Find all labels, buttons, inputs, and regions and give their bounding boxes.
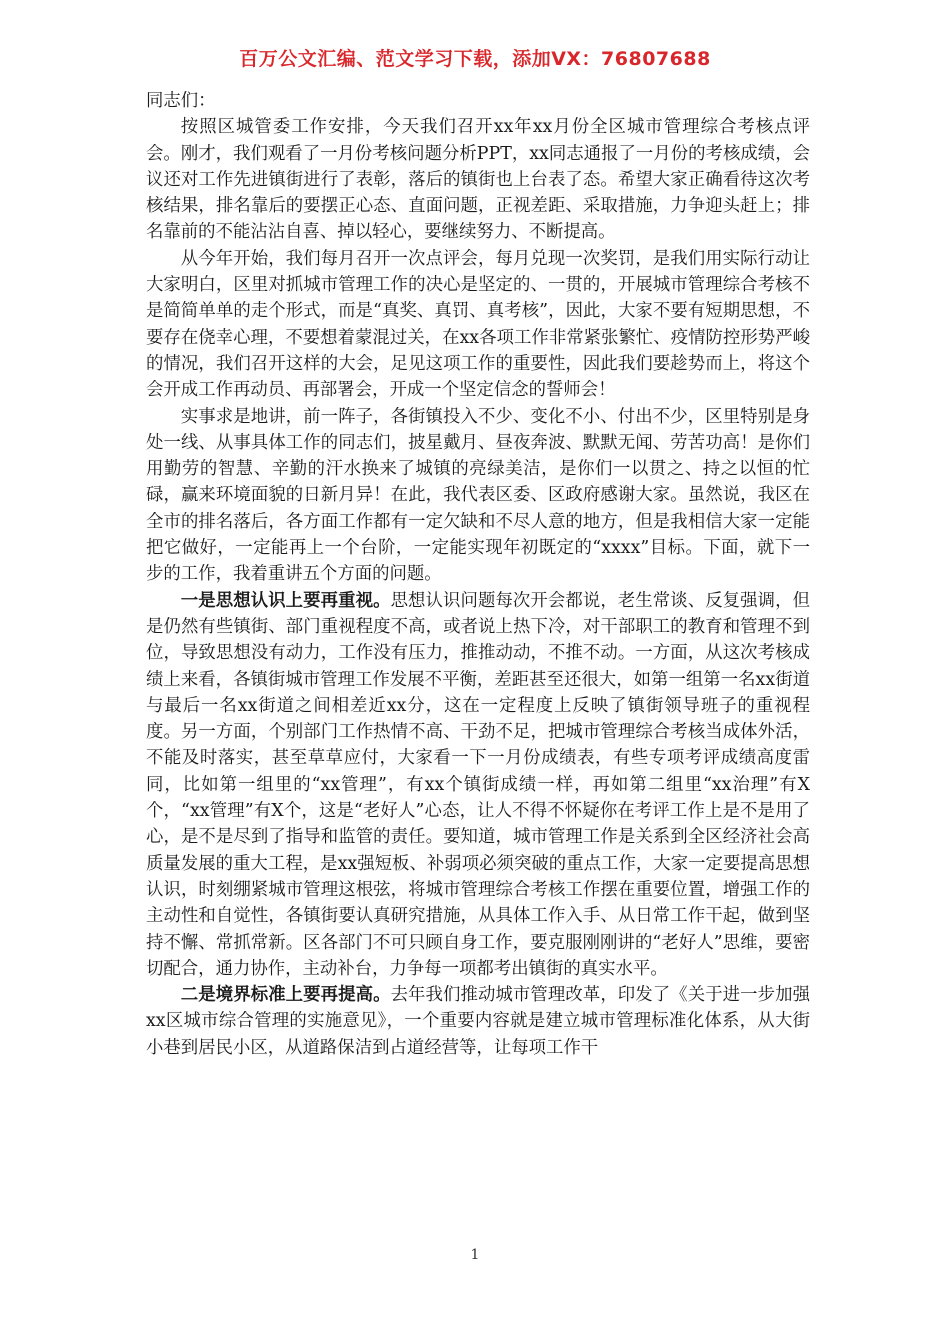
paragraph-text: 去年我们推动城市管理改革，印发了《关于进一步加强xx区城市综合管理的实施意见》，一个重要内容就是建立城市管理标准化体系，从大街小巷到居民小区，从道路保洁到占道经营等，让每项工作干	[146, 985, 810, 1058]
paragraph-text: 思想认识问题每次开会都说，老生常谈、反复强调，但是仍然有些镇街、部门重视程度不高，或者说上热下冷，对干部职工的教育和管理不到位，导致思想没有动力，工作没有压力，推推动动，不推不动。一方面，从这次考核成绩上来看，各镇街城市管理工作发展不平衡，差距甚至还很大，如第一组第一名xx街道与最后一名xx街道之间相差近xx分，这在一定程度上反映了镇街领导班子的重视程度。另一方面，个别部门工作热情不高、干劲不足，把城市管理综合考核当成体外活，不能及时落实，甚至草草应付，大家看一下一月份成绩表，有些专项考评成绩高度雷同，比如第一组里的“xx管理”，有xx个镇街成绩一样，再如第二组里“xx治理”有X个，“xx管理”有X个，这是“老好人”心态，让人不得不怀疑你在考评工作上是不是用了心，是不是尽到了指导和监管的责任。要知道，城市管理工作是关系到全区经济社会高质量发展的重大工程，是xx强短板、补弱项必须突破的重点工作，大家一定要提高思想认识，时刻绷紧城市管理这根弦，将城市管理综合考核工作摆在重要位置，增强工作的主动性和自觉性，各镇街要认真研究措施，从具体工作入手、从日常工作干起，做到坚持不懈、常抓常新。区各部门不可只顾自身工作，要克服刚刚讲的“老好人”思维，要密切配合，通力协作，主动补台，力争每一项都考出镇街的真实水平。	[146, 590, 810, 979]
watermark-banner: 百万公文汇编、范文学习下载，添加VX：76807688	[239, 48, 711, 70]
paragraph-2	[146, 246, 810, 404]
section-heading-1: 一是思想认识上要再重视。	[180, 590, 391, 611]
paragraph-5	[146, 982, 810, 1061]
paragraph-3	[146, 404, 810, 588]
document-body	[146, 88, 810, 1061]
paragraph-text: 实事求是地讲，前一阵子，各街镇投入不少、变化不小、付出不少，区里特别是身处一线、从事具体工作的同志们，披星戴月、昼夜奔波、默默无闻、劳苦功高！是你们用勤劳的智慧、辛勤的汗水换来了城镇的亮绿美洁，是你们一以贯之、持之以恒的忙碌，赢来环境面貌的日新月异！在此，我代表区委、区政府感谢大家。虽然说，我区在全市的排名落后，各方面工作都有一定欠缺和不尽人意的地方，但是我相信大家一定能把它做好，一定能再上一个台阶，一定能实现年初既定的“xxxx”目标。下面，就下一步的工作，我着重讲五个方面的问题。	[146, 406, 810, 585]
section-heading-2: 二是境界标准上要再提高。	[180, 985, 391, 1006]
paragraph-1	[146, 114, 810, 245]
paragraph-4	[146, 588, 810, 982]
page-number: 1	[470, 1247, 480, 1263]
paragraph-text: 从今年开始，我们每月召开一次点评会，每月兑现一次奖罚，是我们用实际行动让大家明白，区里对抓城市管理工作的决心是坚定的、一贯的，开展城市管理综合考核不是简简单单的走个形式，而是“真奖、真罚、真考核”，因此，大家不要有短期思想，不要存在侥幸心理，不要想着蒙混过关，在xx各项工作非常紧张繁忙、疫情防控形势严峻的情况，我们召开这样的大会，足见这项工作的重要性，因此我们要趁势而上，将这个会开成工作再动员、再部署会，开成一个坚定信念的誓师会！	[146, 248, 810, 401]
paragraph-text: 按照区城管委工作安排，今天我们召开xx年xx月份全区城市管理综合考核点评会。刚才，我们观看了一月份考核问题分析PPT，xx同志通报了一月份的考核成绩，会议还对工作先进镇街进行了表彰，落后的镇街也上台表了态。希望大家正确看待这次考核结果，排名靠后的要摆正心态、直面问题，正视差距、采取措施，力争迎头赶上；排名靠前的不能沾沾自喜、掉以轻心，要继续努力、不断提高。	[146, 117, 810, 243]
salutation: 同志们：	[146, 91, 216, 111]
